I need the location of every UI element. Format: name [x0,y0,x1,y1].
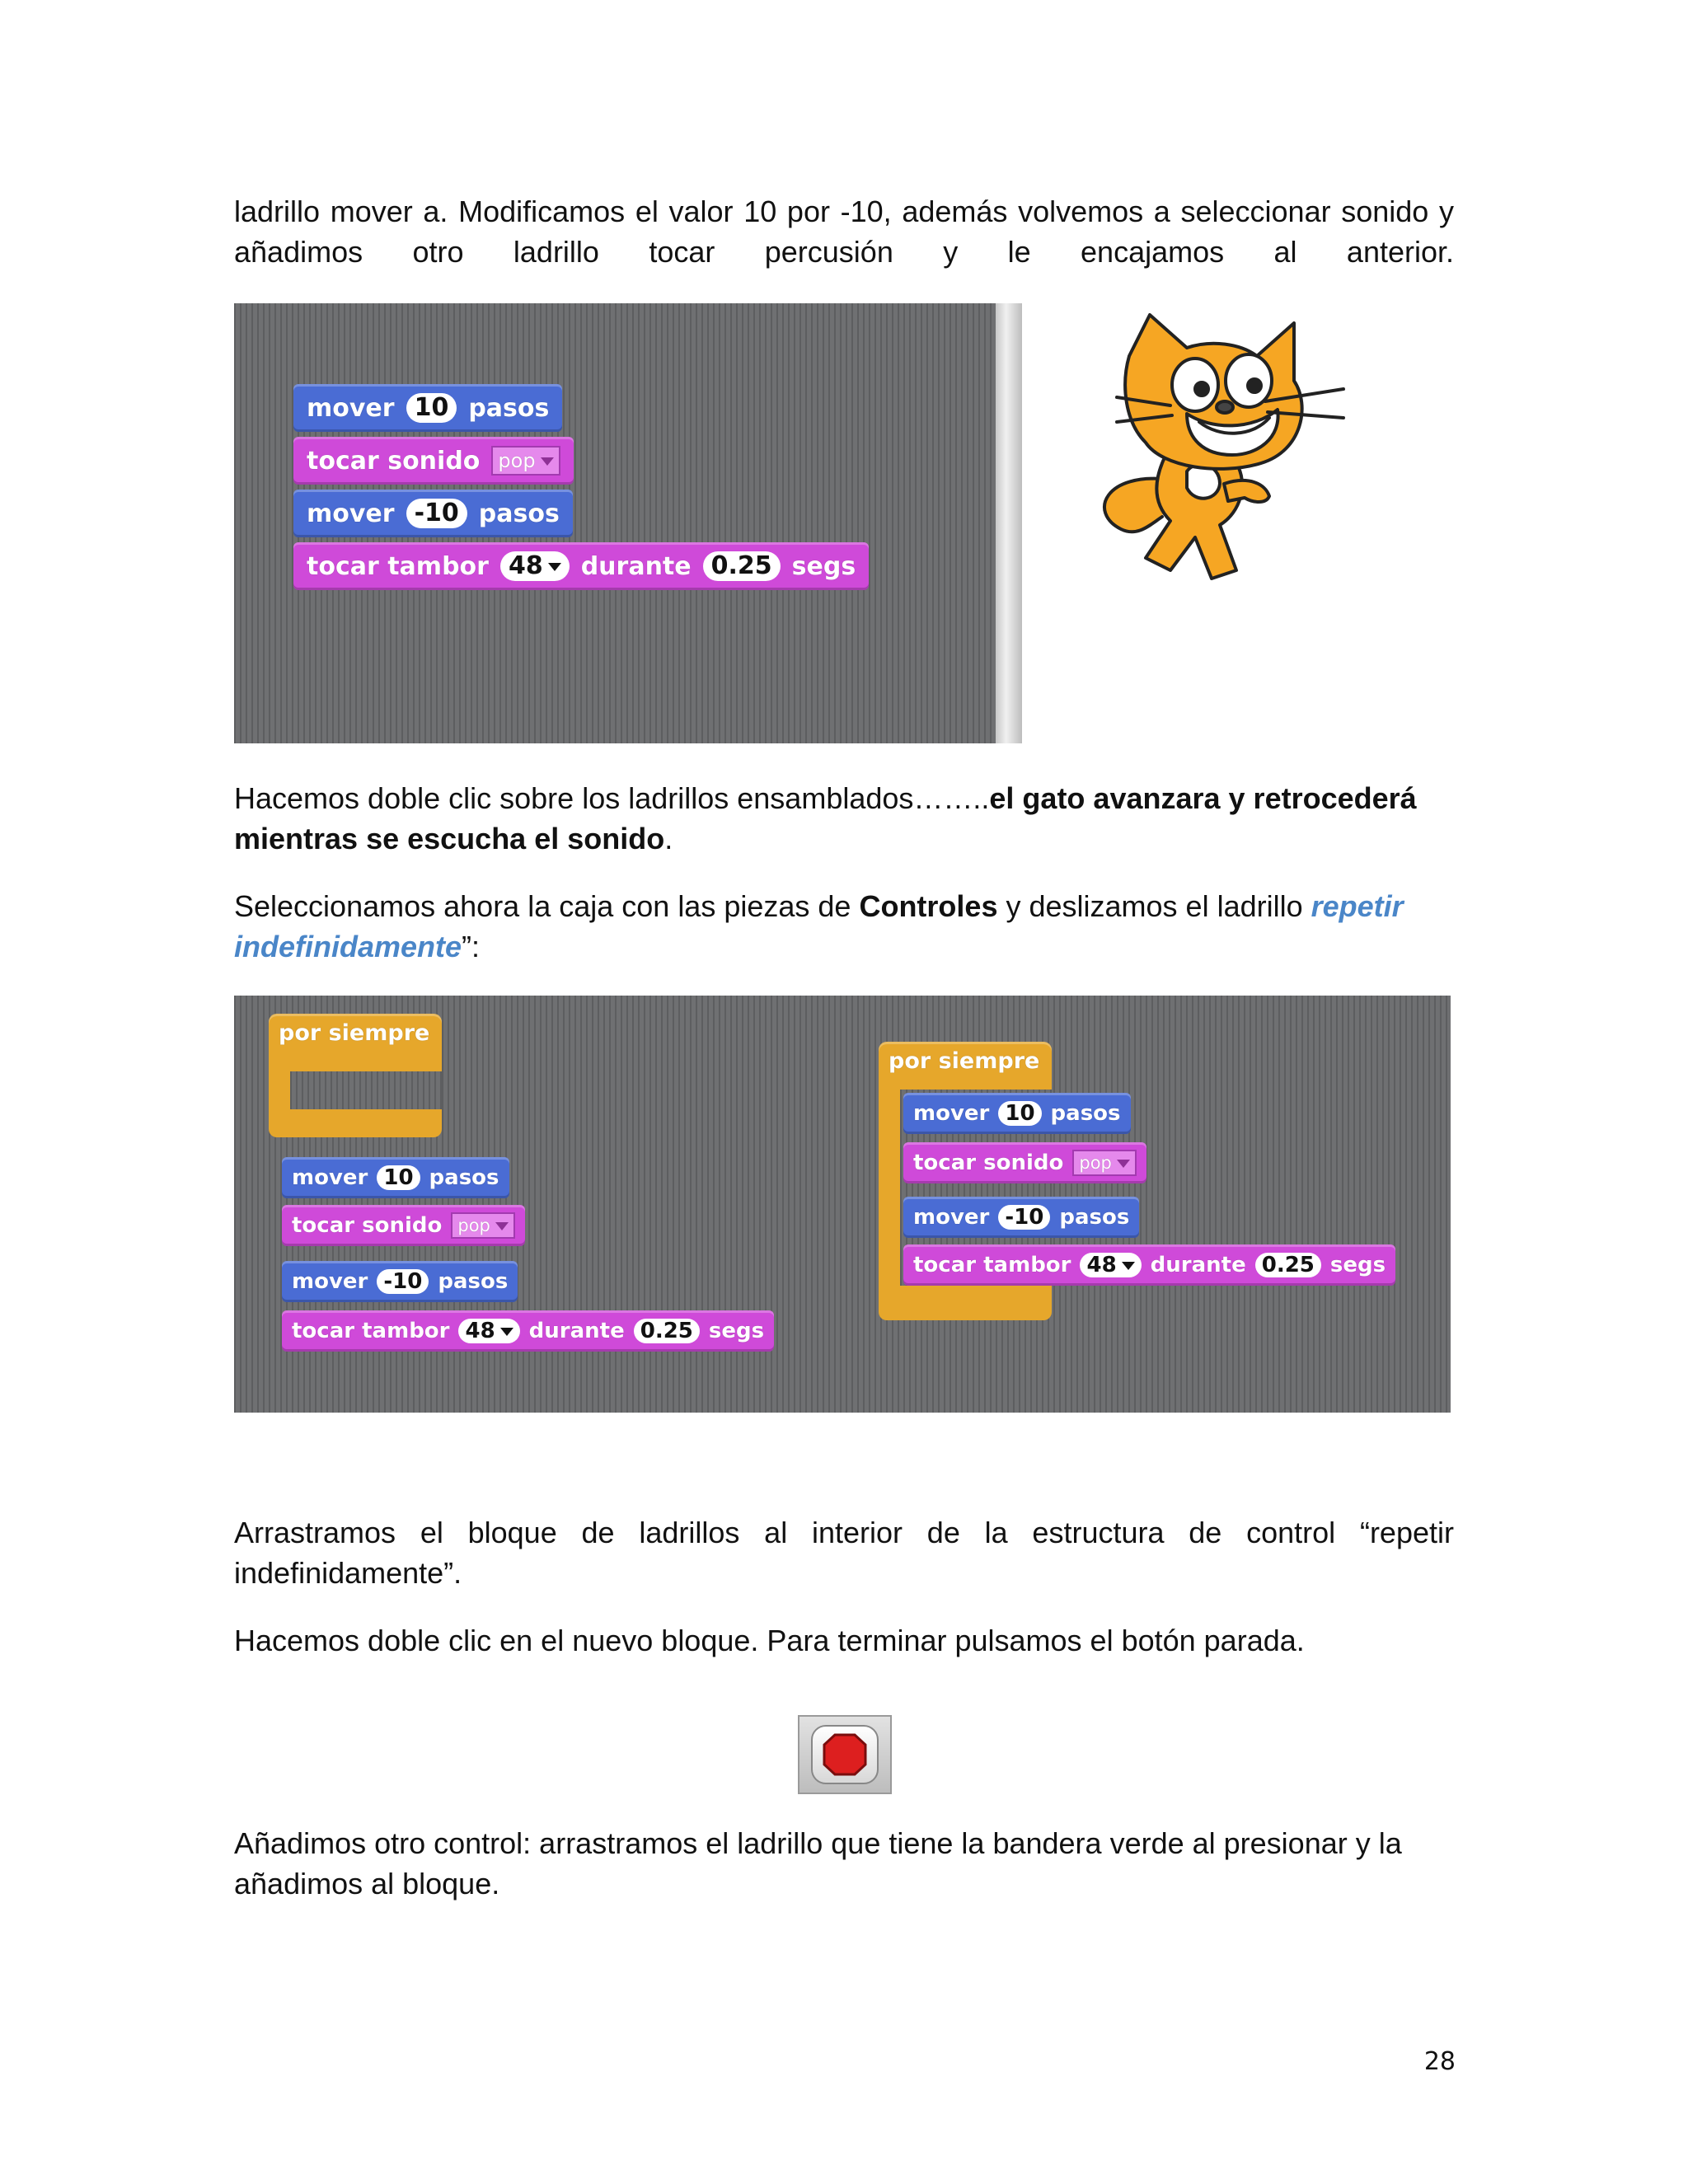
dropdown-arrow-icon [500,1328,513,1336]
block-tocar-tambor[interactable] [282,1310,774,1352]
dropdown-value: 48 [1086,1253,1117,1277]
block-label: tocar tambor [913,1253,1071,1277]
block-label: mover [292,1165,368,1190]
dropdown-arrow-icon [495,1222,509,1230]
drum-dropdown[interactable] [500,551,570,581]
block-label: durante [1150,1253,1246,1277]
block-label: pasos [1050,1101,1121,1126]
scrollbar[interactable] [996,303,1022,743]
block-label: mover [913,1205,990,1230]
block-label: pasos [438,1269,509,1294]
block-label: durante [528,1319,625,1343]
text-run: Hacemos doble clic sobre los ladrillos ensamblados…….. [234,781,990,815]
dropdown-arrow-icon [1117,1160,1130,1168]
block-mover-minus10[interactable] [282,1261,518,1302]
sound-dropdown[interactable] [1072,1150,1137,1176]
stop-sign-icon [813,1727,877,1783]
block-label: pasos [478,499,560,528]
script-area-2 [234,996,1451,1413]
steps-value[interactable]: -10 [406,499,467,528]
paragraph-arrastramos: Arrastramos el bloque de ladrillos al interior de la estructura de control “repetir indefinidamente”. [234,1516,1454,1590]
paragraph-intro: ladrillo mover a. Modificamos el valor 10 por -10, además volvemos a seleccionar sonido y añadimos otro ladrillo tocar percusión y le encajamos al anterior. [234,194,1454,269]
block-tocar-tambor[interactable] [293,542,869,590]
block-mover-10[interactable] [903,1093,1131,1134]
text-run: ”: [462,930,481,963]
steps-value[interactable]: 10 [377,1165,420,1190]
steps-value[interactable]: -10 [998,1205,1050,1230]
duration-value[interactable]: 0.25 [1255,1253,1321,1277]
block-tocar-tambor[interactable] [903,1244,1395,1286]
block-tocar-sonido[interactable] [293,437,574,485]
paragraph-bandera-verde: Añadimos otro control: arrastramos el ladrillo que tiene la bandera verde al presionar y la añadimos al bloque. [234,1826,1402,1900]
dropdown-arrow-icon [541,457,554,466]
block-label: tocar sonido [913,1151,1064,1175]
steps-value[interactable]: 10 [406,393,457,423]
block-label: durante [580,551,692,581]
block-mover-minus10[interactable] [293,490,573,537]
paragraph-doble-clic [234,778,1454,859]
block-mover-10[interactable] [282,1157,509,1198]
block-label: mover [307,499,395,528]
block-label: pasos [1059,1205,1130,1230]
block-tocar-sonido[interactable] [282,1205,525,1246]
scratch-cat-icon [1071,307,1368,603]
paragraph-controles [234,886,1454,967]
steps-value[interactable]: -10 [377,1269,429,1294]
highlighted-term: repetir indefinidamente [234,889,1404,963]
block-label: segs [1329,1253,1386,1277]
stop-button-face [811,1725,879,1784]
dropdown-value: pop [1079,1153,1112,1173]
block-label: mover [913,1101,990,1126]
dropdown-value: pop [498,449,536,472]
block-label: por siempre [889,1048,1040,1074]
drum-dropdown[interactable] [1080,1253,1141,1277]
block-label: tocar tambor [307,551,489,581]
block-por-siempre-empty[interactable] [269,1014,442,1137]
steps-value[interactable]: 10 [998,1101,1041,1126]
bold-text: Controles [859,889,998,923]
block-mover-minus10[interactable] [903,1197,1139,1238]
block-label: por siempre [279,1020,430,1046]
bold-text: el gato avanzara y retrocederá mientras se escucha el sonido [234,781,1417,855]
paragraph-terminar: Hacemos doble clic en el nuevo bloque. Para terminar pulsamos el botón parada. [234,1624,1305,1657]
block-label: mover [292,1269,368,1294]
duration-value[interactable]: 0.25 [634,1319,700,1343]
dropdown-arrow-icon [548,563,561,571]
text-run: . [664,822,673,855]
block-label: pasos [429,1165,499,1190]
sound-dropdown[interactable] [491,446,560,476]
sound-dropdown[interactable] [451,1212,515,1239]
block-label: tocar tambor [292,1319,450,1343]
dropdown-arrow-icon [1122,1262,1135,1270]
dropdown-value: 48 [465,1319,495,1343]
drum-dropdown[interactable] [458,1319,519,1343]
script-area-1 [234,303,996,743]
block-mover-10[interactable] [293,384,562,432]
block-label: mover [307,393,395,423]
block-label: pasos [468,393,550,423]
page-number: 28 [1423,2047,1456,2076]
block-tocar-sonido[interactable] [903,1142,1146,1183]
text-run: Seleccionamos ahora la caja con las piezas de [234,889,860,923]
stop-button[interactable] [798,1715,892,1794]
block-label: tocar sonido [307,446,481,476]
dropdown-value: 48 [508,551,543,580]
block-label: segs [791,551,856,581]
block-label: tocar sonido [292,1213,443,1238]
text-run: y deslizamos el ladrillo [997,889,1311,923]
duration-value[interactable]: 0.25 [703,551,781,581]
block-label: segs [708,1319,765,1343]
dropdown-value: pop [457,1216,490,1235]
block-slot [290,1071,442,1109]
